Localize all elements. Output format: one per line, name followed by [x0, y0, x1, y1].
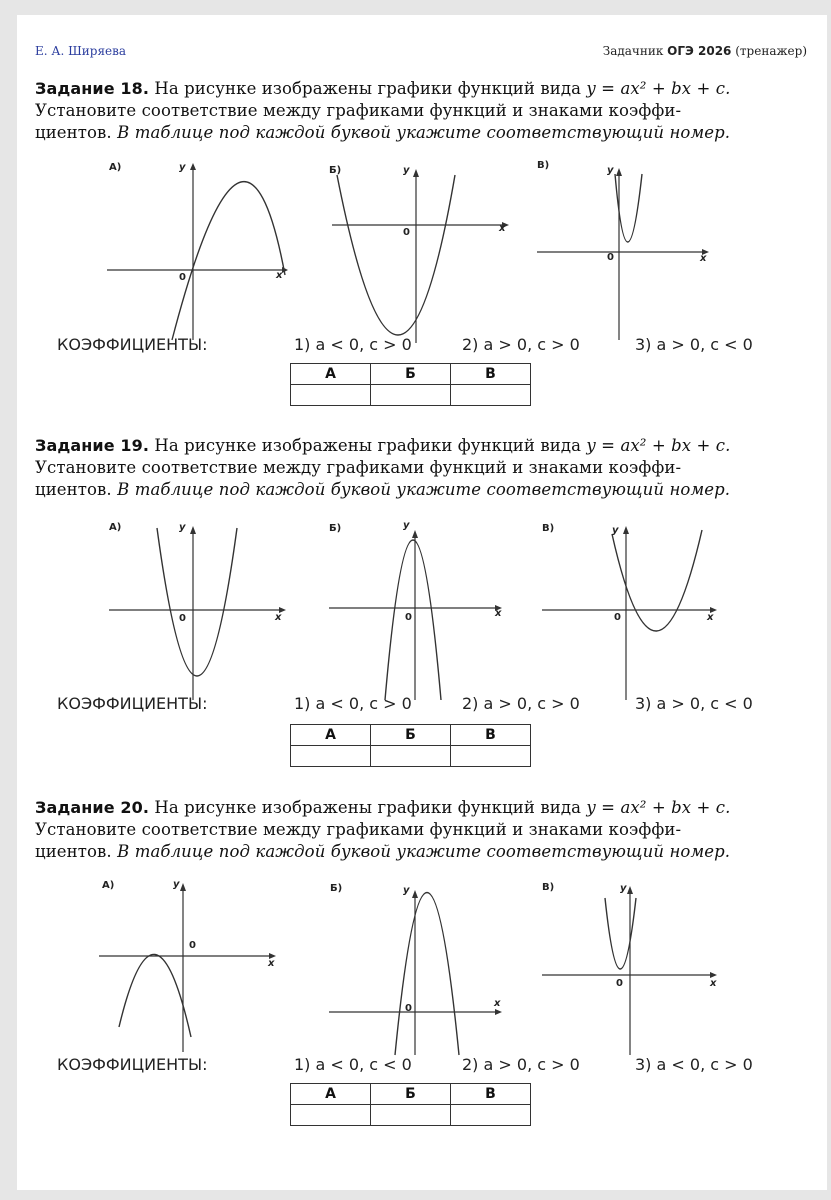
y-axis-label: y — [179, 522, 186, 533]
worksheet-page — [17, 15, 827, 1190]
answer-header-a: А — [291, 725, 371, 746]
answer-cell-v[interactable] — [451, 385, 531, 406]
parabola — [605, 898, 636, 969]
y-axis-arrow — [412, 530, 418, 538]
coefficient-option-3: 3) a < 0, c > 0 — [635, 1055, 753, 1074]
graph-label: А) — [109, 162, 122, 173]
parabola — [385, 540, 441, 700]
book-title — [603, 44, 807, 58]
answer-header-b: Б — [371, 364, 451, 385]
x-axis-label: x — [710, 978, 717, 989]
graph-label: А) — [109, 522, 122, 533]
parabola — [157, 528, 237, 676]
y-axis-arrow — [413, 169, 419, 177]
book-suffix: (тренажер) — [735, 44, 807, 58]
book-year: ОГЭ 2026 — [667, 44, 732, 58]
coefficients-label: КОЭФФИЦИЕНТЫ: — [57, 694, 208, 713]
answer-cell-b[interactable] — [371, 746, 451, 767]
graph-svg — [97, 877, 277, 1052]
task-intro: На рисунке изображены графики функций вида — [154, 79, 582, 98]
y-axis-label: y — [403, 165, 410, 176]
task-line3: циентов. — [35, 842, 112, 861]
book-prefix: Задачник — [602, 44, 664, 58]
coefficient-option-1: 1) a < 0, c > 0 — [294, 335, 412, 354]
task-line3: циентов. — [35, 123, 112, 142]
y-axis-arrow — [190, 163, 196, 170]
task-formula: y = ax² + bx + c. — [586, 79, 731, 98]
answer-table-19 — [290, 724, 531, 767]
origin-label: 0 — [614, 612, 621, 623]
graph-label: Б) — [330, 883, 343, 894]
task-title: Задание 18. — [35, 79, 150, 98]
y-axis-label: y — [612, 525, 619, 536]
y-axis-arrow — [616, 168, 622, 176]
answer-header-a: А — [291, 364, 371, 385]
graph-label: В) — [542, 523, 555, 534]
x-axis-label: x — [268, 958, 275, 969]
answer-table-18 — [290, 363, 531, 406]
y-axis-arrow — [623, 526, 629, 534]
answer-cell-a[interactable] — [291, 746, 371, 767]
task-line3: циентов. — [35, 480, 112, 499]
origin-label: 0 — [616, 978, 623, 989]
y-axis-label: y — [403, 885, 410, 896]
answer-header-a: А — [291, 1084, 371, 1105]
task-20-text — [35, 797, 805, 863]
coefficient-option-2: 2) a > 0, c > 0 — [462, 694, 580, 713]
graph-label: В) — [537, 160, 550, 171]
graph-label: Б) — [329, 165, 342, 176]
parabola — [395, 893, 459, 1056]
x-axis-label: x — [275, 612, 282, 623]
coefficient-option-1: 1) a < 0, c > 0 — [294, 694, 412, 713]
origin-label: 0 — [179, 613, 186, 624]
graph-20-c — [542, 880, 722, 1055]
coefficients-label: КОЭФФИЦИЕНТЫ: — [57, 1055, 208, 1074]
graph-svg — [327, 165, 512, 345]
answer-header-v: В — [451, 364, 531, 385]
y-axis-arrow — [412, 890, 418, 898]
parabola — [172, 182, 285, 340]
graph-18-b — [327, 165, 512, 345]
coefficient-option-3: 3) a > 0, c < 0 — [635, 335, 753, 354]
graph-label: В) — [542, 882, 555, 893]
x-axis-label: x — [707, 612, 714, 623]
origin-label: 0 — [403, 227, 410, 238]
graph-svg — [542, 520, 722, 700]
answer-cell-v[interactable] — [451, 1105, 531, 1126]
graph-svg — [107, 520, 287, 700]
answer-cell-b[interactable] — [371, 385, 451, 406]
graph-18-a — [107, 160, 287, 340]
x-axis-label: x — [495, 608, 502, 619]
y-axis-arrow — [190, 526, 196, 534]
answer-header-b: Б — [371, 725, 451, 746]
origin-label: 0 — [405, 612, 412, 623]
graph-svg — [327, 880, 507, 1055]
task-intro: На рисунке изображены графики функций вида — [154, 798, 582, 817]
author-name: Е. А. Ширяева — [35, 44, 127, 58]
answer-cell-b[interactable] — [371, 1105, 451, 1126]
graph-label: А) — [102, 880, 115, 891]
parabola — [119, 954, 191, 1037]
coefficients-label: КОЭФФИЦИЕНТЫ: — [57, 335, 208, 354]
graph-svg — [327, 520, 507, 700]
x-axis-arrow — [495, 1009, 502, 1015]
y-axis-label: y — [403, 520, 410, 531]
y-axis-label: y — [173, 879, 180, 890]
graph-20-a — [97, 877, 277, 1052]
coefficient-option-1: 1) a < 0, c < 0 — [294, 1055, 412, 1074]
task-title: Задание 20. — [35, 798, 150, 817]
answer-cell-a[interactable] — [291, 1105, 371, 1126]
y-axis-arrow — [627, 886, 633, 894]
x-axis-label: x — [276, 270, 283, 281]
task-instruction: В таблице под каждой буквой укажите соответствующий номер. — [117, 480, 731, 499]
graph-svg — [537, 160, 712, 340]
y-axis-label: y — [179, 162, 186, 173]
graph-19-b — [327, 520, 507, 700]
y-axis-label: y — [607, 165, 614, 176]
coefficient-option-2: 2) a > 0, c > 0 — [462, 335, 580, 354]
graph-label: Б) — [329, 523, 342, 534]
task-intro: На рисунке изображены графики функций вида — [154, 436, 582, 455]
answer-header-v: В — [451, 725, 531, 746]
graph-19-a — [107, 520, 287, 700]
coefficient-option-3: 3) a > 0, c < 0 — [635, 694, 753, 713]
parabola — [337, 175, 455, 335]
answer-header-v: В — [451, 1084, 531, 1105]
answer-cell-v[interactable] — [451, 746, 531, 767]
task-instruction: В таблице под каждой буквой укажите соответствующий номер. — [117, 842, 731, 861]
task-formula: y = ax² + bx + c. — [586, 436, 731, 455]
graph-19-c — [542, 520, 722, 700]
answer-table-20 — [290, 1083, 531, 1126]
x-axis-label: x — [499, 223, 506, 234]
coefficient-option-2: 2) a > 0, c > 0 — [462, 1055, 580, 1074]
y-axis-arrow — [180, 883, 186, 891]
x-axis-label: x — [494, 998, 501, 1009]
graph-20-b — [327, 880, 507, 1055]
answer-header-b: Б — [371, 1084, 451, 1105]
graph-18-c — [537, 160, 712, 340]
origin-label: 0 — [179, 272, 186, 283]
task-title: Задание 19. — [35, 436, 150, 455]
origin-label: 0 — [405, 1003, 412, 1014]
y-axis-label: y — [620, 883, 627, 894]
task-line2: Установите соответствие между графиками функций и знаками коэффи- — [35, 820, 682, 839]
x-axis-label: x — [700, 253, 707, 264]
graph-svg — [107, 160, 287, 340]
task-18-text — [35, 78, 805, 144]
task-instruction: В таблице под каждой буквой укажите соответствующий номер. — [117, 123, 731, 142]
origin-label: 0 — [607, 252, 614, 263]
task-19-text — [35, 435, 805, 501]
task-formula: y = ax² + bx + c. — [586, 798, 731, 817]
origin-label: 0 — [189, 940, 196, 951]
task-line2: Установите соответствие между графиками функций и знаками коэффи- — [35, 101, 682, 120]
task-line2: Установите соответствие между графиками функций и знаками коэффи- — [35, 458, 682, 477]
answer-cell-a[interactable] — [291, 385, 371, 406]
graph-svg — [542, 880, 722, 1055]
